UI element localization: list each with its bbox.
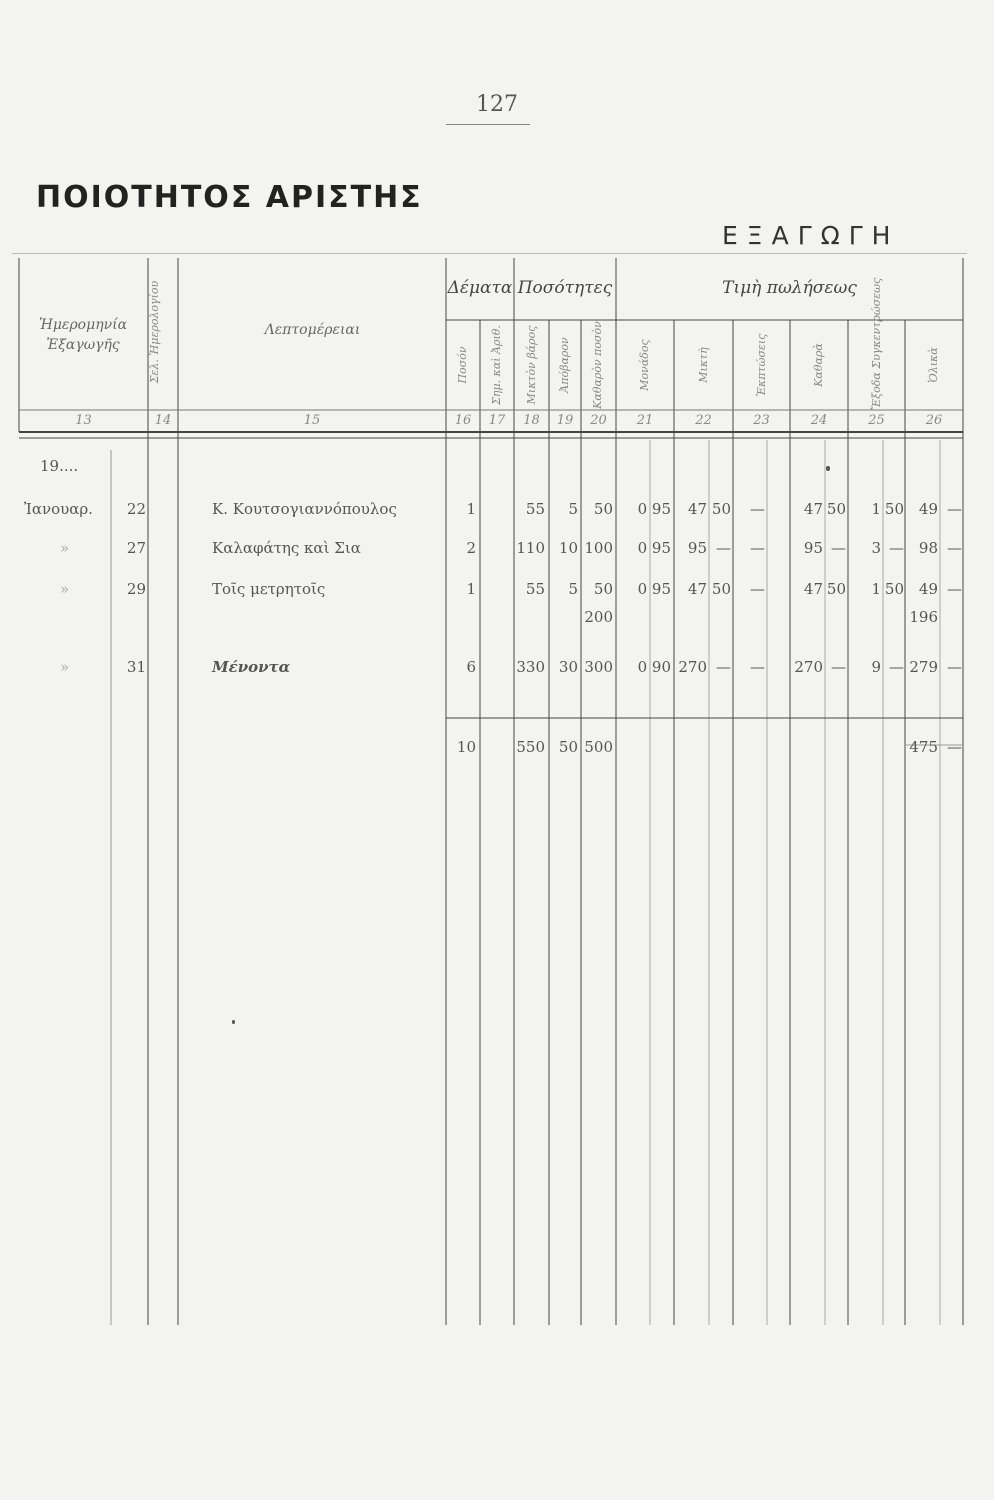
header-unit: Μονάδος: [638, 339, 651, 391]
row-total-dec: —: [947, 539, 962, 557]
row-gross-price-dec: 50: [711, 580, 731, 598]
col-number-16: 16: [454, 413, 472, 428]
row-total: 98: [918, 539, 938, 557]
ink-dot: [232, 1020, 235, 1024]
row-unit-price: 0 95: [637, 580, 671, 598]
row-total: 49: [918, 580, 938, 598]
row-gross-weight: 55: [525, 500, 545, 518]
row-day: 31: [126, 658, 146, 676]
row-expenses: 1: [871, 500, 881, 518]
col-number-17: 17: [488, 413, 506, 428]
header-sale-price: Τιμὴ πωλήσεως: [722, 278, 857, 298]
row-net-price: 47: [803, 580, 823, 598]
header-journal-page: Σελ. Ἡμερολογίου: [148, 280, 161, 384]
col-number-23: 23: [753, 413, 770, 428]
total-count: 10: [456, 738, 476, 756]
col-number-19: 19: [556, 413, 574, 428]
row-day: 27: [126, 539, 146, 557]
col-number-21: 21: [636, 413, 654, 428]
row-gross-price: 95: [687, 539, 707, 557]
row-tare: 5: [568, 500, 578, 518]
row-total: 279: [909, 658, 938, 676]
row-unit-price: 0 95: [637, 539, 671, 557]
col-number-14: 14: [154, 413, 172, 428]
col-number-25: 25: [868, 413, 885, 428]
row-net-price-dec: —: [831, 539, 846, 557]
header-details: Λεπτομέρειαι: [264, 322, 361, 338]
col-number-18: 18: [523, 413, 540, 428]
col-number-22: 22: [695, 413, 712, 428]
row-total-dec: —: [947, 658, 962, 676]
row-net: 50: [593, 580, 613, 598]
col-number-26: 26: [925, 413, 943, 428]
page-subtitle: ΕΞΑΓΩΓΗ: [722, 221, 900, 250]
row-discounts: —: [750, 658, 765, 676]
col-number-24: 24: [810, 413, 828, 428]
row-unit-price: 0 95: [637, 500, 671, 518]
row-gross-weight: 55: [525, 580, 545, 598]
total-total: 475: [909, 738, 938, 756]
header-gross: Μικτὴ: [697, 347, 710, 383]
row-gross-price: 47: [687, 500, 707, 518]
row-net: 300: [584, 658, 613, 676]
row-net-price: 270: [794, 658, 823, 676]
header-bundles: Δέματα: [447, 278, 513, 298]
row-expenses: 1: [871, 580, 881, 598]
header-date: Ἡμερομηνία Ἐξαγωγῆς: [38, 317, 128, 353]
row-expenses-dec: 50: [884, 500, 904, 518]
row-net-price: 47: [803, 500, 823, 518]
row-count: 1: [466, 580, 476, 598]
page-number: 127: [476, 92, 518, 117]
header-total: Ὁλικὰ: [927, 347, 940, 383]
row-net: 50: [593, 500, 613, 518]
total-net: 500: [584, 738, 613, 756]
col-number-13: 13: [75, 413, 92, 428]
row-discounts: —: [750, 580, 765, 598]
subtotal-total: 196: [909, 608, 938, 626]
total-total-dec: —: [947, 738, 962, 756]
header-count: Ποσόν: [456, 346, 469, 384]
row-count: 1: [466, 500, 476, 518]
row-gross-weight: 330: [516, 658, 545, 676]
col-number-20: 20: [590, 413, 607, 428]
row-expenses-dec: —: [889, 658, 904, 676]
row-month: »: [60, 580, 70, 598]
header-net: Καθαρὸν ποσὸν: [591, 321, 604, 409]
row-expenses: 9: [871, 658, 881, 676]
total-gross-weight: 550: [516, 738, 545, 756]
row-unit-price: 0 90: [637, 658, 671, 676]
total-tare: 50: [558, 738, 578, 756]
row-name: Μένοντα: [212, 658, 291, 676]
row-tare: 10: [558, 539, 578, 557]
row-tare: 5: [568, 580, 578, 598]
row-tare: 30: [558, 658, 578, 676]
row-month: »: [60, 658, 70, 676]
row-discounts: —: [750, 539, 765, 557]
row-net-price-dec: —: [831, 658, 846, 676]
row-discounts: —: [750, 500, 765, 518]
row-expenses-dec: 50: [884, 580, 904, 598]
header-sample: Σημ. καὶ Ἀριθ.: [490, 325, 503, 405]
row-name: Καλαφάτης καὶ Σια: [212, 539, 361, 557]
row-gross-price: 47: [687, 580, 707, 598]
subtotal-net: 200: [584, 608, 613, 626]
page-title: ΠΟΙΟΤΗΤΟΣ ΑΡΙΣΤΗΣ: [36, 180, 423, 215]
header-net-price: Καθαρὰ: [812, 343, 825, 387]
row-expenses-dec: —: [889, 539, 904, 557]
col-number-15: 15: [303, 413, 321, 428]
row-total: 49: [918, 500, 938, 518]
row-month: »: [60, 539, 70, 557]
header-discounts: Ἐκπτώσεις: [755, 333, 768, 397]
row-net-price: 95: [803, 539, 823, 557]
row-gross-weight: 110: [516, 539, 545, 557]
row-net: 100: [584, 539, 613, 557]
row-name: Τοῖς μετρητοῖς: [212, 580, 326, 598]
header-gross-weight: Μικτὸν βάρος: [525, 325, 538, 405]
row-gross-price-dec: 50: [711, 500, 731, 518]
row-gross-price: 270: [678, 658, 707, 676]
row-day: 29: [126, 580, 146, 598]
row-day: 22: [126, 500, 146, 518]
row-net-price-dec: 50: [826, 500, 846, 518]
row-total-dec: —: [947, 500, 962, 518]
row-month: Ἰανουαρ.: [24, 500, 93, 518]
header-quantities: Ποσότητες: [517, 278, 613, 298]
row-total-dec: —: [947, 580, 962, 598]
row-gross-price-dec: —: [716, 658, 731, 676]
row-count: 2: [466, 539, 476, 557]
row-net-price-dec: 50: [826, 580, 846, 598]
header-expenses: Ἔξοδα Συγκεντρώσεως: [870, 277, 883, 410]
row-count: 6: [466, 658, 476, 676]
row-gross-price-dec: —: [716, 539, 731, 557]
row-name: Κ. Κουτσογιαννόπουλος: [212, 500, 397, 518]
year-label: 19....: [40, 457, 79, 475]
ink-dot: [826, 466, 830, 471]
row-expenses: 3: [871, 539, 881, 557]
header-tare: Ἀπόβαρον: [558, 337, 571, 393]
